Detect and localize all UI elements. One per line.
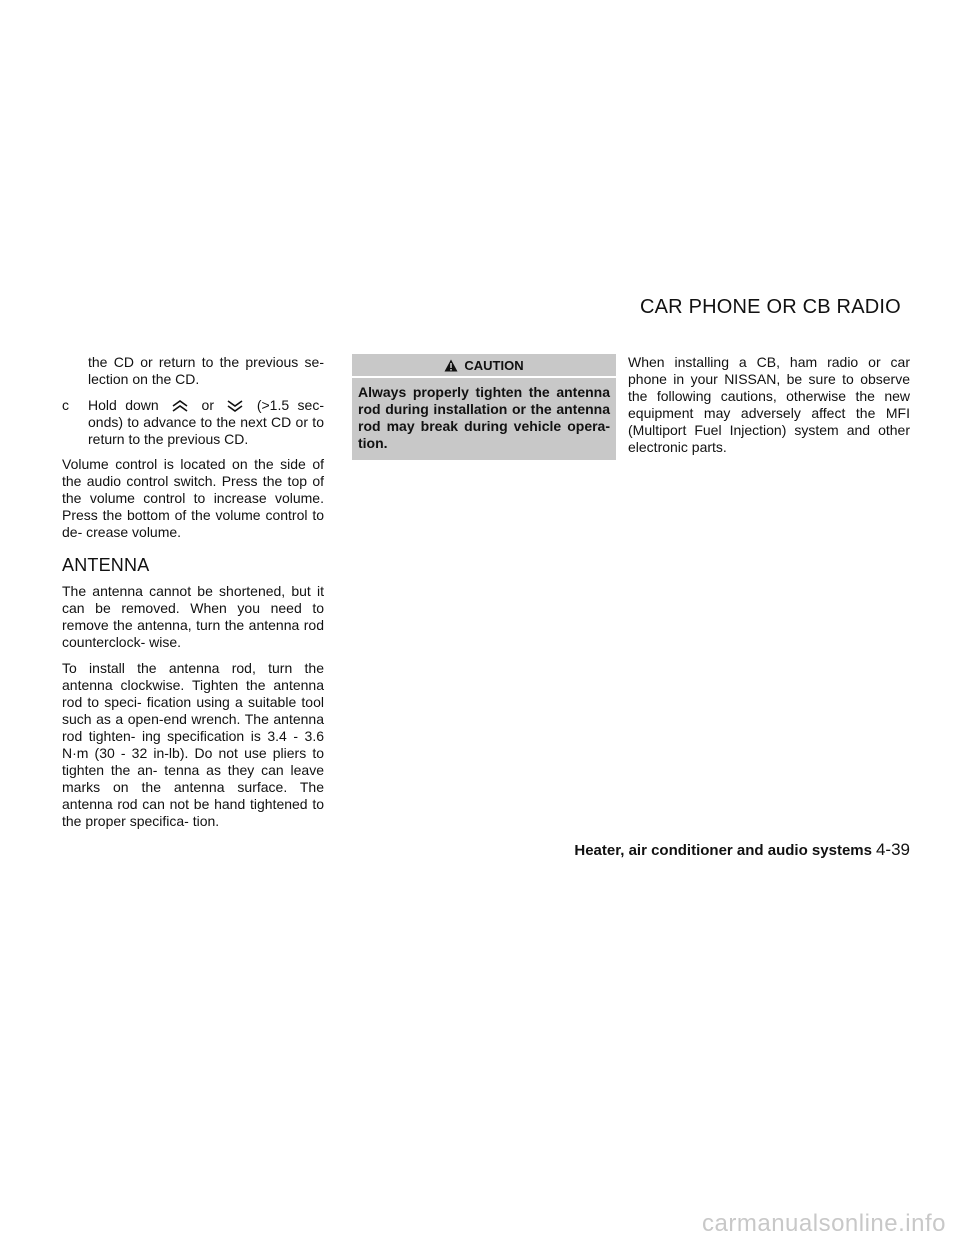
bullet-prefix: Hold down [88,397,159,413]
caution-label: CAUTION [464,358,524,373]
cb-radio-paragraph: When installing a CB, ham radio or car phone in your NISSAN, be sure to observe the following cautions, otherwise the new equipment may adversely affect the MFI (Multiport Fuel Injection) system and other electronic parts. [628,354,910,455]
double-chevron-up-icon [171,400,189,412]
volume-paragraph: Volume control is located on the side of the audio control switch. Press the top of the volume control to increase volume. Press the bottom of the volume control to de- crease volume. [62,456,324,540]
antenna-paragraph-1: The antenna cannot be shortened, but it can be removed. When you need to remove the antenna, turn the antenna rod counterclock- wise. [62,583,324,650]
double-chevron-down-icon [226,400,244,412]
antenna-heading: ANTENNA [62,555,150,575]
bullet-middle: or [201,397,214,413]
middle-column [352,354,616,460]
continued-text: the CD or return to the previous se- lection on the CD. [88,354,324,387]
caution-header [352,354,616,378]
caution-text: Always properly tighten the antenna rod during installation or the antenna rod may break during vehicle opera- tion. [358,384,610,451]
page-footer [550,840,910,860]
watermark: carmanualsonline.info [702,1210,946,1237]
bullet-symbol: c [62,397,69,413]
caution-box [352,354,616,460]
bullet-suffix: (>1.5 sec- onds) to advance to the next CD or to return to the previous CD. [88,397,324,447]
section-title: CAR PHONE OR CB RADIO [640,296,901,318]
bullet-item [62,397,324,448]
left-column [62,354,324,839]
warning-triangle-icon [444,359,458,372]
footer-chapter: Heater, air conditioner and audio systems [574,842,872,859]
bullet-text [88,397,324,448]
right-column [628,354,910,465]
page-number: 4-39 [875,840,910,859]
antenna-paragraph-2: To install the antenna rod, turn the antenna clockwise. Tighten the antenna rod to speci- fication using a suitable tool such as a open-end wrench. The antenna rod tighten- ing specification is 3.4 - 3.6 N·m (30 - 32 in-lb). Do not use pliers to tighten the an- tenna as they can leave marks on the antenna surface. The antenna rod can not be hand tightened to the proper specifica- tion. [62,660,324,829]
